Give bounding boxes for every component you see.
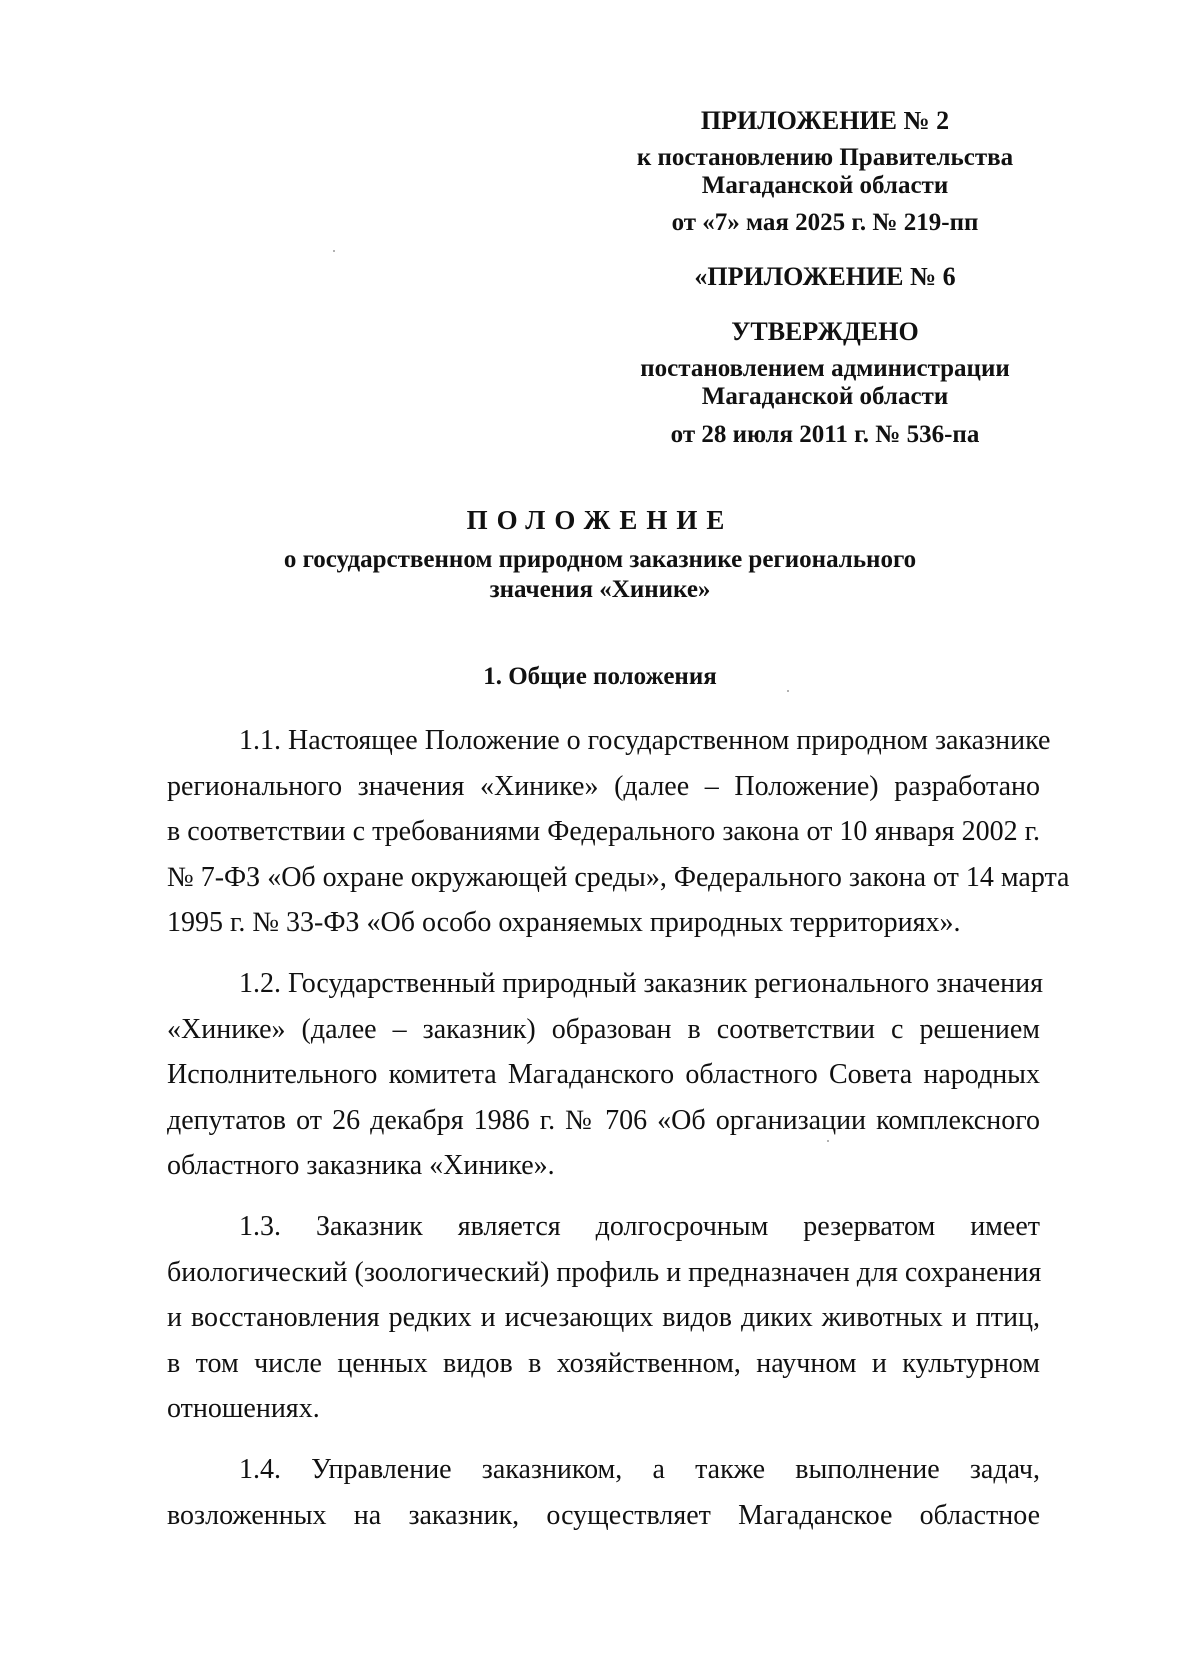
- approved-line-3: от 28 июля 2011 г. № 536-па: [670, 421, 980, 448]
- approved-line-2: Магаданской области: [701, 383, 949, 410]
- text-line: Исполнительного комитета Магаданского областного Совета народных: [167, 1059, 1040, 1091]
- appendix-header: [590, 106, 1060, 136]
- section-heading: [160, 663, 1040, 691]
- approved-label: УТВЕРЖДЕНО: [731, 317, 919, 346]
- document-subtitle-line-2: значения «Хинике»: [489, 576, 711, 603]
- text-line: 1.2. Государственный природный заказник регионального значения: [239, 967, 1044, 999]
- document-title: [160, 505, 1040, 536]
- document-title-main: ПОЛОЖЕНИЕ: [466, 505, 734, 535]
- paragraph-1-2: [167, 961, 1044, 1189]
- document-subtitle-line-1: о государственном природном заказнике регионального: [283, 546, 917, 573]
- text-line: в том числе ценных видов в хозяйственном, научном и культурном: [167, 1347, 1040, 1379]
- resolution-line-1: к постановлению Правительства: [636, 144, 1014, 171]
- text-line: регионального значения «Хинике» (далее – Положение) разработано: [167, 770, 1040, 802]
- scan-speck: [787, 690, 789, 692]
- document-subtitle: [160, 545, 1040, 605]
- text-line: отношениях.: [167, 1393, 320, 1425]
- paragraph-1-4: [167, 1447, 1040, 1538]
- text-line: 1.3. Заказник является долгосрочным резерватом имеет: [239, 1210, 1040, 1242]
- approved-date: [590, 420, 1060, 450]
- resolution-line-2: Магаданской области: [701, 172, 949, 199]
- appendix-2-title: ПРИЛОЖЕНИЕ № 2: [700, 106, 950, 135]
- resolution-date: [590, 208, 1060, 238]
- section-1-heading: 1. Общие положения: [483, 663, 717, 690]
- text-line: 1.1. Настоящее Положение о государственном природном заказнике: [239, 725, 1051, 756]
- text-line: 1995 г. № 33-ФЗ «Об особо охраняемых природных территориях».: [167, 907, 961, 939]
- scan-speck: [333, 250, 335, 252]
- text-line: «Хинике» (далее – заказник) образован в соответствии с решением: [167, 1013, 1040, 1045]
- text-line: биологический (зоологический) профиль и предназначен для сохранения: [167, 1256, 1042, 1288]
- paragraph-1-1: [167, 718, 1070, 946]
- approved-by: [590, 355, 1060, 411]
- appendix-6-block: [590, 262, 1060, 292]
- approved-block: [590, 317, 1060, 347]
- resolution-line-3: от «7» мая 2025 г. № 219-пп: [671, 209, 979, 236]
- text-line: возложенных на заказник, осуществляет Магаданское областное: [167, 1499, 1040, 1531]
- section-body: [167, 718, 1070, 1538]
- text-line: и восстановления редких и исчезающих видов диких животных и птиц,: [167, 1302, 1040, 1334]
- approved-line-1: постановлением администрации: [640, 355, 1010, 382]
- scan-speck: [827, 1140, 829, 1142]
- text-line: областного заказника «Хинике».: [167, 1150, 555, 1182]
- appendix-6-title: «ПРИЛОЖЕНИЕ № 6: [694, 262, 956, 291]
- text-line: № 7-ФЗ «Об охране окружающей среды», Федерального закона от 14 марта: [167, 861, 1070, 893]
- paragraph-1-3: [167, 1204, 1040, 1432]
- text-line: 1.4. Управление заказником, а также выполнение задач,: [239, 1453, 1040, 1485]
- text-line: в соответствии с требованиями Федерального закона от 10 января 2002 г.: [167, 816, 1040, 848]
- text-line: депутатов от 26 декабря 1986 г. № 706 «Об организации комплексного: [167, 1104, 1040, 1136]
- resolution-ref: [590, 144, 1060, 200]
